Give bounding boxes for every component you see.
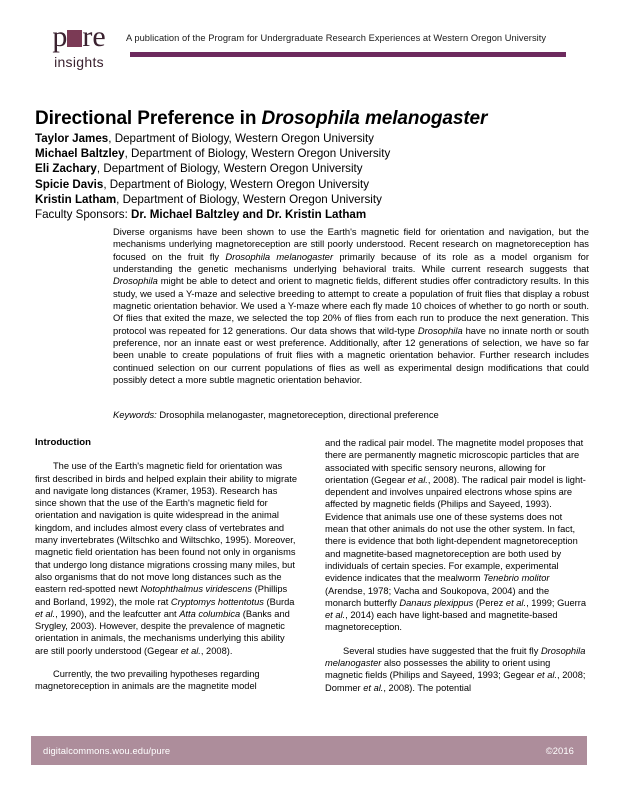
para-seg: (Phillips and Borland, 1992), the mole rat [35, 584, 288, 607]
logo-wordmark [52, 22, 105, 52]
paragraph [325, 645, 587, 694]
author-affiliation: , Department of Biology, Western Oregon University [108, 132, 374, 145]
para-seg: , 1999; Guerra [526, 597, 587, 608]
et-al: et al. [180, 645, 201, 656]
author-row [35, 161, 465, 176]
author-name: Michael Baltzley [35, 147, 125, 161]
paragraph [325, 437, 587, 634]
species-name: Drosophila melanogaster [325, 645, 586, 669]
para-seg: , 2008). The radical pair model is light-dependent and involves unpaired electrons whose spins are affected by magnetic fields (Philips and Sayeed, 1993). Evidence that animals use one of these systems does not mean that other animals do not use the other system. In fact, there is evidence that both light-dependent magnetoreception and magnetite-based magnetoreception are both used by individuals of certain species. For example, experimental evidence indicates that the mealworm [325, 474, 586, 584]
para-seg: Several studies have suggested that the fruit fly [343, 645, 541, 656]
para-seg: The use of the Earth's magnetic field for orientation was first described in birds and helped explain their ability to migrate and navigate long distances (Kramer, 1953). Research has since shown that the use of the Earth's magnetic field for orientation and navigation is quite widespread in the animal kingdom, and includes almost every class of vertebrates and many invertebrates (Wiltschko and Wiltschko, 1995). Moreover, magnetic field orientation has been found not only in organisms that undergo long distance migrations crossing many miles, but also organisms that do not move long distances such as the eastern red-spotted newt [35, 461, 298, 595]
species-name: Cryptomys hottentotus [170, 596, 264, 607]
footer-copyright: ©2016 [545, 745, 574, 756]
faculty-sponsors-names: Dr. Michael Baltzley and Dr. Kristin Latham [131, 208, 367, 222]
species-name: Danaus plexippus [399, 597, 474, 608]
para-seg: and the radical pair model. The magnetite model proposes that there are permanently magnetic microscopic particles that are associated with specific sensory neurons, allowing for orientation (Gegear [325, 438, 584, 485]
author-row [35, 192, 465, 207]
et-al: et al. [35, 608, 56, 619]
keywords-label: Keywords: [113, 409, 157, 420]
faculty-sponsors-label: Faculty Sponsors: [35, 208, 132, 222]
author-name: Kristin Latham [35, 192, 117, 206]
masthead-divider-rule [130, 52, 566, 57]
page-title [35, 108, 585, 130]
title-species: Drosophila melanogaster [261, 107, 488, 129]
body-columns [35, 437, 587, 725]
species-name: Atta columbica [179, 608, 241, 619]
et-al: et al. [407, 474, 428, 485]
para-seg: (Perez [473, 597, 506, 608]
pure-insights-logo [40, 22, 118, 69]
author-name: Spicie Davis [35, 177, 104, 191]
right-column [325, 437, 587, 694]
abstract-seg: primarily because of its role as a model organism for understanding the genetic mechanisms underlying behavioral traits. While current research suggests that [113, 250, 589, 275]
species-name: Notophthalmus viridescens [140, 584, 253, 595]
keywords-value: Drosophila melanogaster, magnetoreception, directional preference [156, 409, 439, 420]
author-affiliation: , Department of Biology, Western Oregon University [124, 147, 391, 161]
abstract-species: Drosophila melanogaster [225, 250, 334, 262]
author-name: Eli Zachary [35, 162, 97, 176]
faculty-sponsors-row [35, 207, 465, 222]
para-seg: also possesses the ability to orient using magnetic fields (Philips and Sayeed, 1993; Gegear [325, 658, 551, 681]
author-row [35, 146, 465, 161]
logo-subtitle: insights [54, 54, 104, 70]
para-seg: , 2008). The potential [383, 682, 472, 693]
abstract-seg: Diverse organisms have been shown to use the Earth's magnetic field for orientation and navigation, but the mechanisms underlying magnetoreception are still poorly understood. Recent research on magnetoreception has focused on the fruit fly [113, 226, 589, 262]
para-seg: (Arendse, 1978; Vacha and Soukopova, 2004) and the monarch butterfly [325, 585, 550, 608]
abstract-seg: have no innate north or south preference, nor an innate east or west preference. Additionally, after 12 generations of selection, we have so far been unable to create populations of fruit flies with a magnetic orientation behavior. Further research includes continued selection on our current populations of flies as well as experimental design modifications that could possibly detect a more subtle magnetic orientation behavior. [113, 324, 589, 386]
para-seg: , 2008; Dommer [325, 670, 586, 693]
title-prefix: Directional Preference in [35, 107, 262, 129]
et-al: et al. [505, 597, 527, 608]
logo-u-block-icon [67, 30, 82, 47]
author-row [35, 177, 465, 192]
masthead [0, 0, 618, 86]
logo-letter-p: p [52, 20, 68, 53]
left-column [35, 437, 297, 693]
footer-url-link[interactable]: digitalcommons.wou.edu/pure [43, 745, 171, 756]
paragraph: Currently, the two prevailing hypotheses regarding magnetoreception in animals are the magnetite model [35, 669, 260, 692]
para-seg: , 1990), and the leafcutter ant [55, 608, 180, 619]
para-seg: (Banks and Srygley, 2003). However, despite the prevalence of magnetic orientation in animals, the mechanisms underlying this ability are still poorly understood (Gegear [35, 608, 290, 656]
footer-bar [31, 736, 587, 765]
author-affiliation: , Department of Biology, Western Oregon University [103, 177, 370, 191]
species-name: Tenebrio molitor [483, 573, 550, 584]
author-row [35, 131, 465, 146]
et-al: et al. [536, 670, 558, 681]
author-list [35, 131, 465, 222]
et-al: et al. [325, 610, 346, 621]
abstract-seg: might be able to detect and orient to magnetic fields, different studies offer contradictory results. In this study, we used a Y-maze and selective breeding to attempt to create a population of fruit flies that display a robust magnetic orientation behavior. We used a Y-maze where each fly made 10 choices of whether to go north or south. Of flies that exited the maze, we selected the top 20% of flies from each run to produce the next generation. This protocol was repeated for 12 generations. Our data shows that wild-type [113, 275, 589, 336]
author-affiliation: , Department of Biology, Western Oregon University [116, 192, 382, 206]
logo-letters-re: re [82, 20, 106, 53]
abstract-species: Drosophila [417, 324, 463, 336]
section-heading-introduction: Introduction [35, 437, 91, 448]
keywords-line [113, 409, 589, 421]
et-al: et al. [363, 682, 384, 693]
author-name: Taylor James [35, 132, 109, 145]
para-seg: , 2008). [200, 645, 233, 656]
para-seg: (Burda [263, 596, 295, 607]
abstract-text [113, 226, 589, 386]
paragraph [35, 460, 297, 657]
para-seg: , 2014) each have light-based and magnetite-based magnetoreception. [325, 610, 558, 633]
publication-tagline: A publication of the Program for Undergraduate Research Experiences at Western Oregon University [126, 33, 547, 43]
author-affiliation: , Department of Biology, Western Oregon University [96, 162, 363, 176]
abstract-species: Drosophila [113, 275, 158, 287]
